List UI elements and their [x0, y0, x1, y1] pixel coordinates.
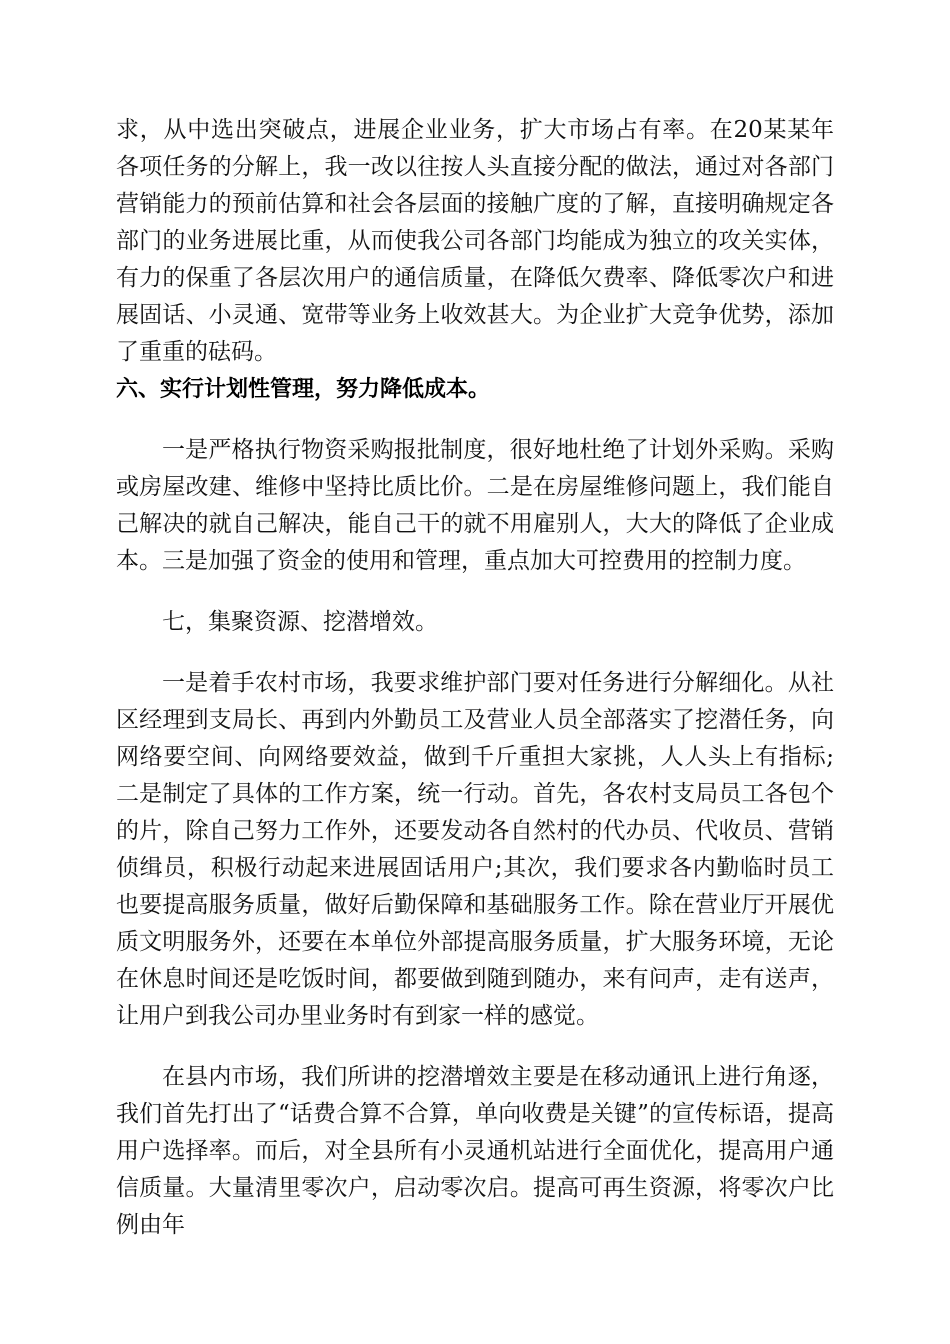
paragraph-cost-control: 一是严格执行物资采购报批制度，很好地杜绝了计划外采购。采购或房屋改建、维修中坚持比质比价。二是在房屋维修问题上，我们能自己解决的就自己解决，能自己干的就不用雇别人，大大的降低了企业成本。三是加强了资金的使用和管理，重点加大可控费用的控制力度。 — [116, 437, 834, 574]
paragraph-county-market: 在县内市场，我们所讲的挖潜增效主要是在移动通讯上进行角逐，我们首先打出了“话费合算不合算，单向收费是关键”的宣传标语，提高用户选择率。而后，对全县所有小灵通机站进行全面优化，提高用户通信质量。大量清里零次户，启动零次启。提高可再生资源，将零次户比例由年 — [116, 1064, 834, 1238]
section-heading-seven: 七，集聚资源、挖潜增效。 — [162, 609, 438, 635]
paragraph-rural-market: 一是着手农村市场，我要求维护部门要对任务进行分解细化。从社区经理到支局长、再到内外勤员工及营业人员全部落实了挖潜任务，向网络要空间、向网络要效益，做到千斤重担大家挑，人人头上有指标;二是制定了具体的工作方案，统一行动。首先，各农村支局员工各包个的片，除自己努力工作外，还要发动各自然村的代办员、代收员、营销侦缉员，积极行动起来进展固话用户;其次，我们要求各内勤临时员工也要提高服务质量，做好后勤保障和基础服务工作。除在营业厅开展优质文明服务外，还要在本单位外部提高服务质量，扩大服务环境，无论在休息时间还是吃饭时间，都要做到随到随办，来有问声，走有送声，让用户到我公司办里业务时有到家一样的感觉。 — [116, 670, 834, 1029]
paragraph-continued: 求，从中选出突破点，进展企业业务，扩大市场占有率。在20某某年各项任务的分解上，我一改以往按人头直接分配的做法，通过对各部门营销能力的预前估算和社会各层面的接触广度的了解，直接明确规定各部门的业务进展比重，从而使我公司各部门均能成为独立的攻关实体，有力的保重了各层次用户的通信质量，在降低欠费率、降低零次户和进展固话、小灵通、宽带等业务上收效甚大。为企业扩大竞争优势，添加了重重的砝码。 — [116, 117, 834, 365]
document-body — [116, 112, 834, 1244]
section-heading-six: 六、实行计划性管理，努力降低成本。 — [116, 377, 491, 402]
